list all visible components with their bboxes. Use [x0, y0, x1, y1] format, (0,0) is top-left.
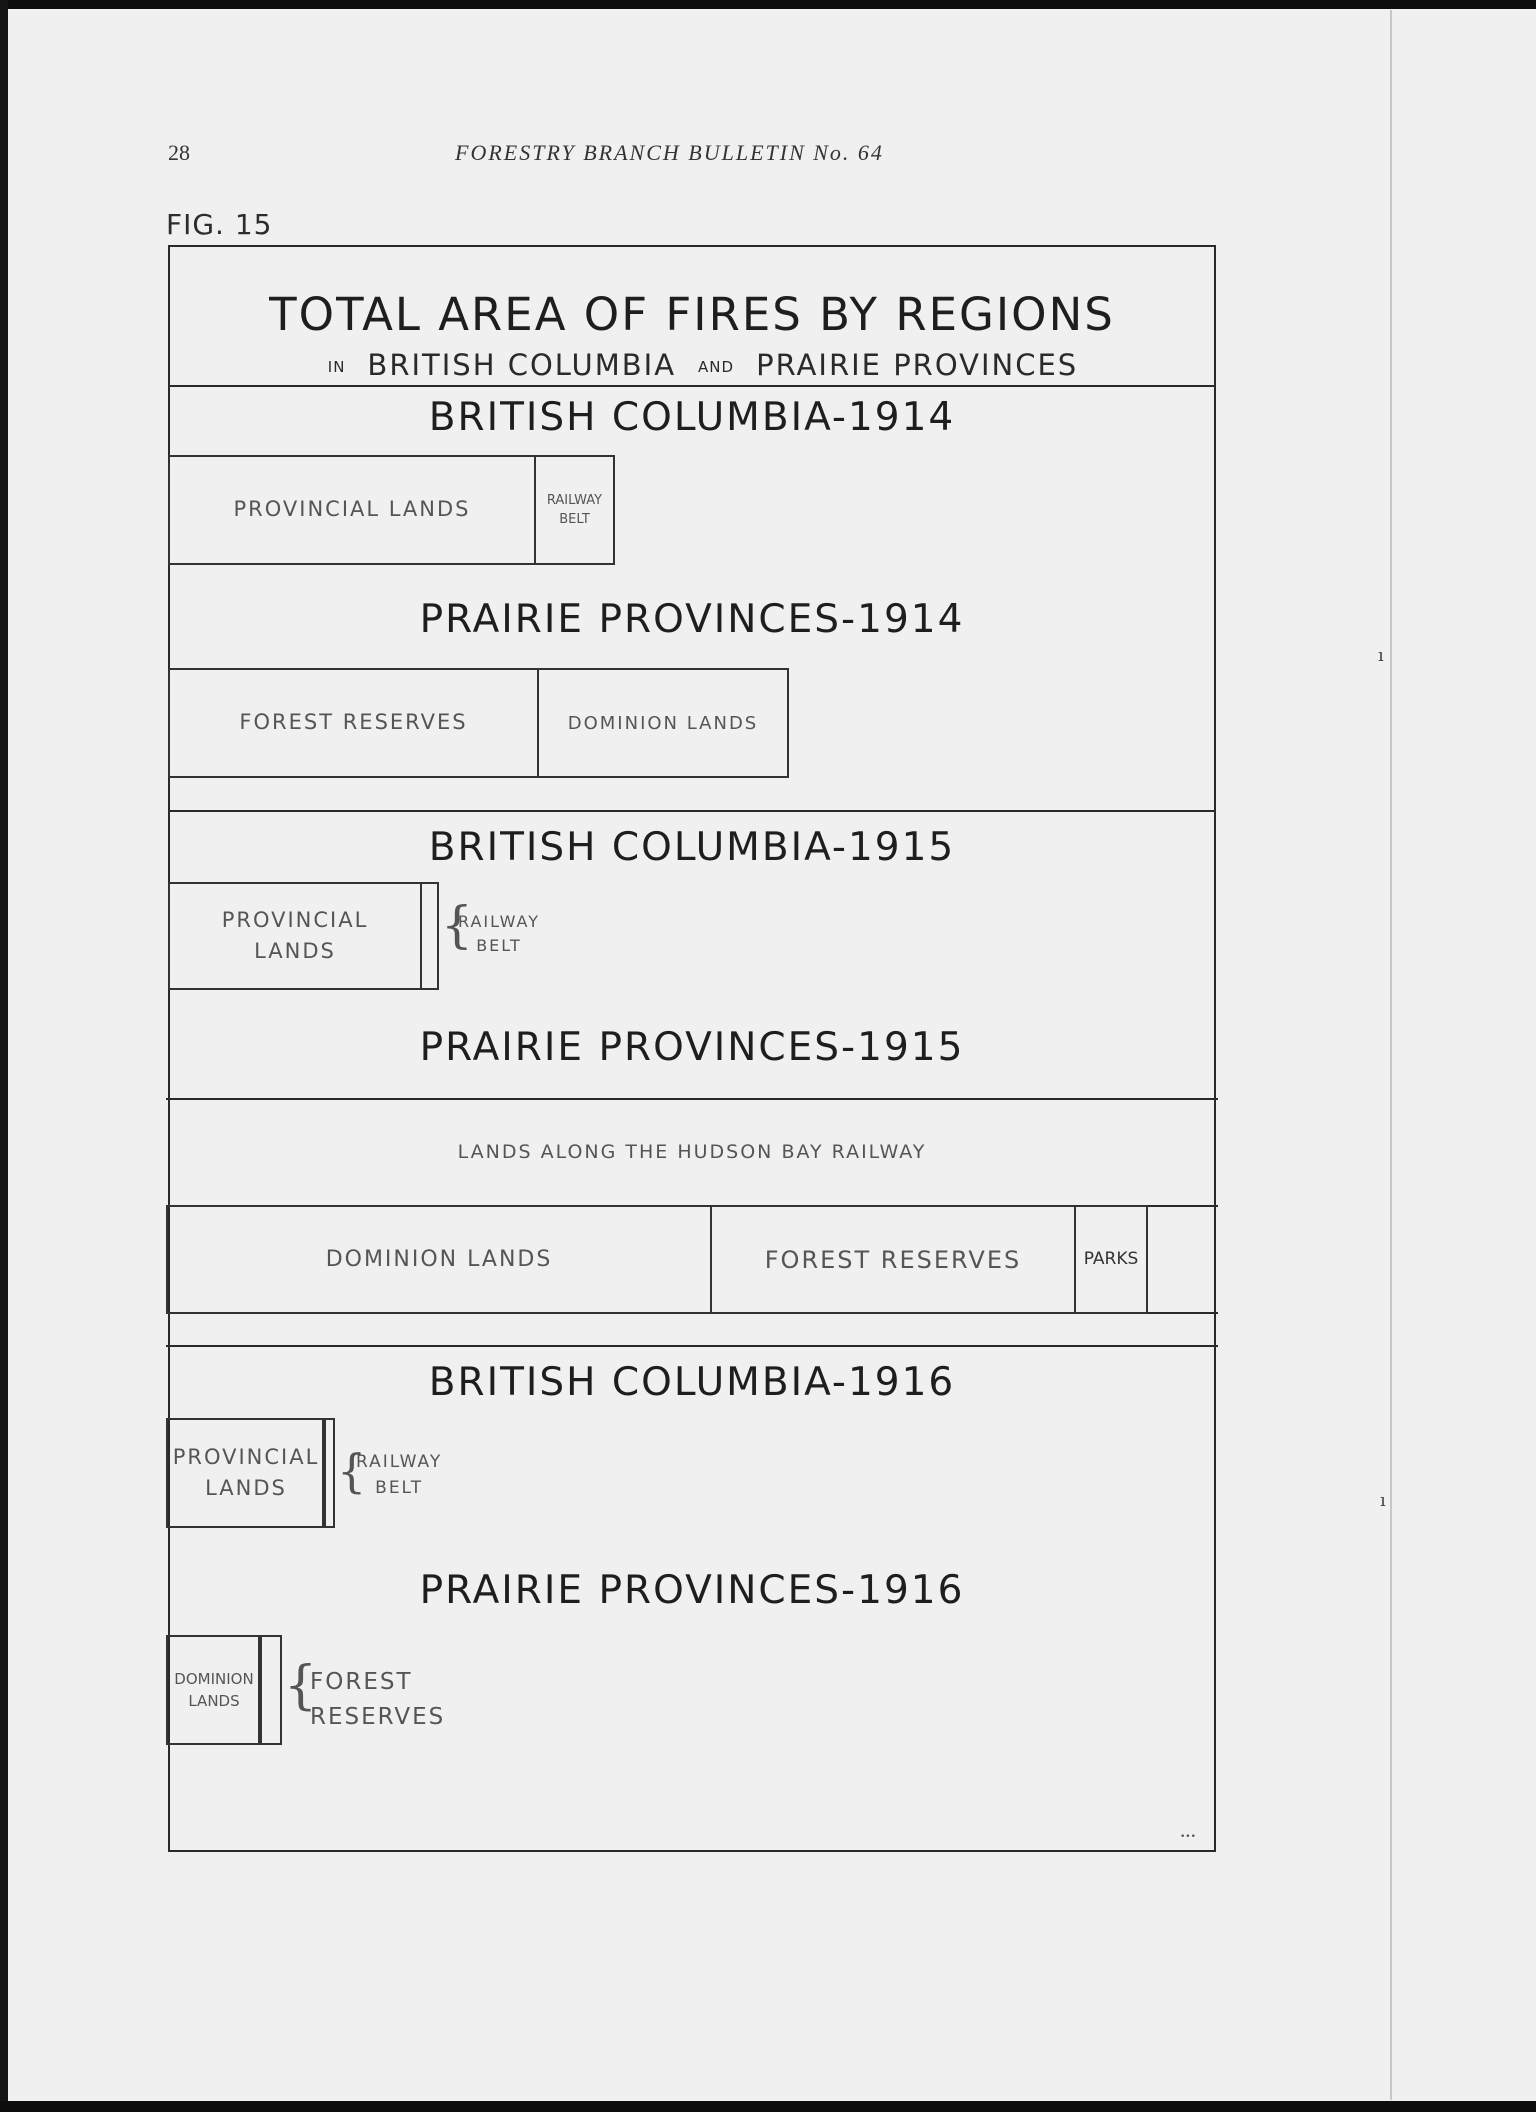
engraver-mark: •••	[1180, 1832, 1196, 1842]
section-title-bc-1916: BRITISH COLUMBIA-1916	[428, 1360, 956, 1405]
bar-dominion-lands-1916	[166, 1635, 262, 1745]
bar-label-line1: RAILWAY	[546, 492, 603, 508]
brace-mark: {	[441, 896, 473, 954]
section-title-pp-1915: PRAIRIE PROVINCES-1915	[419, 1025, 965, 1070]
bar-label: PARKS	[1083, 1248, 1139, 1269]
divider	[166, 1345, 1218, 1347]
bar-railway-belt-1914	[534, 455, 615, 565]
bar-label: DOMINION LANDS	[567, 712, 759, 734]
bar-label-line2: LANDS	[254, 939, 336, 963]
bar-label: FOREST RESERVES	[239, 710, 468, 735]
bar-forest-reserves-1915	[710, 1205, 1076, 1314]
bar-label: DOMINION LANDS	[325, 1247, 553, 1272]
fold-mark: ı	[1378, 645, 1384, 666]
bar-label: FOREST RESERVES	[764, 1245, 1022, 1274]
section-title-bc-1914: BRITISH COLUMBIA-1914	[428, 395, 956, 440]
divider	[166, 1098, 1218, 1100]
callout-line2: BELT	[476, 936, 522, 955]
bar-label-line1: PROVINCIAL	[221, 907, 369, 932]
divider	[168, 385, 1216, 387]
callout-railway-belt-1915	[458, 910, 540, 958]
bar-forest-reserves-1914	[168, 668, 539, 778]
scan-left-border	[0, 0, 8, 2112]
scan-bottom-border	[0, 2101, 1536, 2112]
subtitle-part2: PRAIRIE PROVINCES	[756, 348, 1079, 382]
callout-forest-reserves-1916	[310, 1665, 445, 1734]
brace-mark: {	[337, 1444, 367, 1498]
callout-line1: FOREST	[310, 1669, 413, 1695]
subtitle-prefix: IN	[327, 358, 346, 376]
bar-railway-belt-1915	[420, 882, 439, 990]
bar-label-line2: BELT	[559, 512, 590, 527]
hudson-bay-lands: LANDS ALONG THE HUDSON BAY RAILWAY	[457, 1141, 927, 1163]
bar-railway-belt-1916	[322, 1418, 335, 1528]
fold-mark: ı	[1380, 1490, 1386, 1511]
bar-label-line1: PROVINCIAL	[172, 1444, 320, 1469]
page-fold-line	[1390, 10, 1392, 2100]
section-title-pp-1914: PRAIRIE PROVINCES-1914	[419, 597, 965, 642]
callout-railway-belt-1916	[356, 1450, 442, 1501]
running-head: FORESTRY BRANCH BULLETIN No. 64	[455, 140, 884, 165]
bar-dominion-lands-1914	[537, 668, 789, 778]
bar-label-line2: LANDS	[188, 1692, 240, 1710]
callout-line2: BELT	[375, 1477, 424, 1498]
figure-title: TOTAL AREA OF FIRES BY REGIONS	[269, 288, 1115, 341]
section-title-pp-1916: PRAIRIE PROVINCES-1916	[419, 1568, 965, 1613]
bar-provincial-lands-1914	[168, 455, 536, 565]
callout-line2: RESERVES	[310, 1703, 446, 1730]
bar-dominion-lands-1915	[166, 1205, 712, 1314]
page-number: 28	[168, 140, 190, 165]
subtitle-connector: AND	[698, 358, 735, 376]
subtitle-part1: BRITISH COLUMBIA	[367, 348, 677, 382]
bar-label-line2: LANDS	[205, 1476, 287, 1500]
callout-line1: RAILWAY	[356, 1452, 443, 1472]
bar-forest-reserves-1916	[258, 1635, 282, 1745]
bar-provincial-lands-1916	[166, 1418, 326, 1528]
figure-label: FIG. 15	[166, 208, 273, 241]
bar-label-line1: DOMINION	[174, 1669, 254, 1688]
section-title-bc-1915: BRITISH COLUMBIA-1915	[428, 825, 956, 870]
divider	[168, 810, 1216, 812]
bar-provincial-lands-1915	[168, 882, 422, 990]
callout-line1: RAILWAY	[458, 912, 540, 931]
bar-parks-1915	[1074, 1205, 1148, 1314]
brace-mark: {	[284, 1656, 318, 1716]
scan-top-border	[0, 0, 1536, 9]
figure-subtitle	[168, 348, 1216, 382]
bar-label: PROVINCIAL LANDS	[233, 497, 471, 522]
